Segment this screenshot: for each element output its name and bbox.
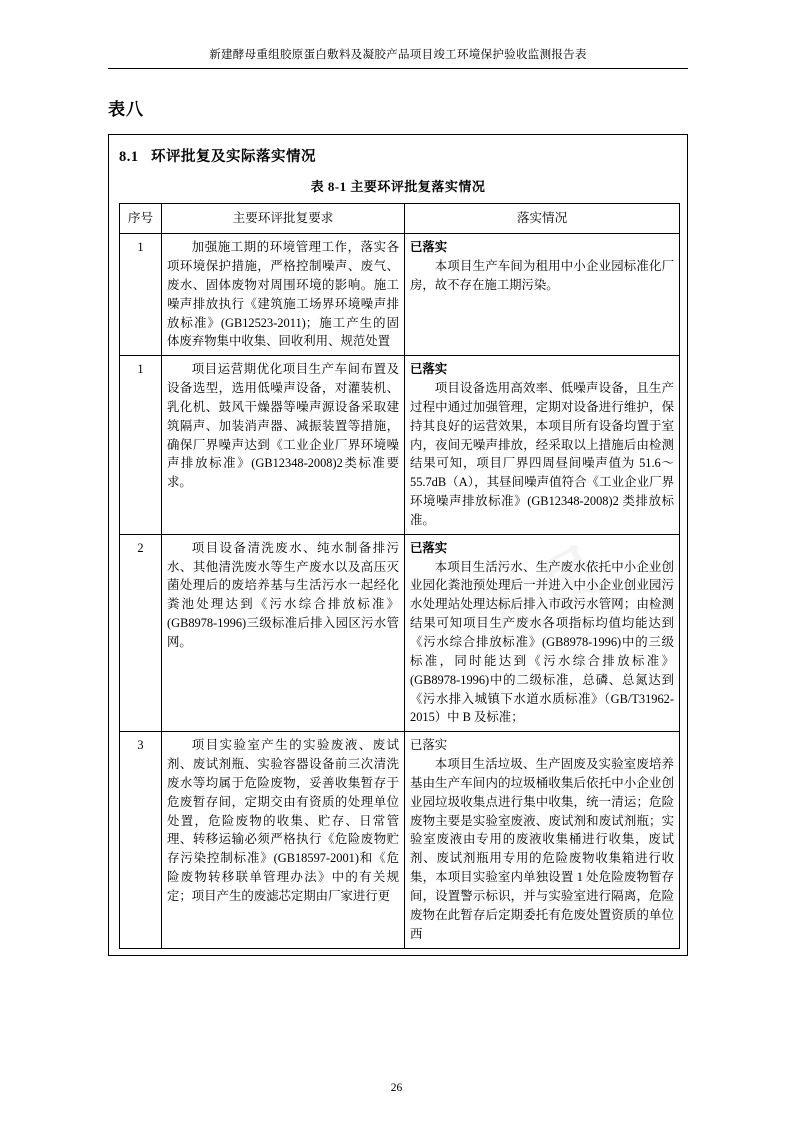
table-header-row: [120, 204, 680, 234]
row-result: [405, 356, 680, 535]
column-header-requirement: 主要环评批复要求: [162, 204, 405, 234]
table-row: [120, 356, 680, 535]
column-header-index: 序号: [120, 204, 162, 234]
result-text: 本项目生活垃圾、生产固废及实验室废培养基由生产车间内的垃圾桶收集后依托中小企业创业园垃圾收集点进行集中收集，统一清运；危险废物主要是实验室废液、废试剂和废试剂瓶；实验室废液由专用的废液收集桶进行收集，废试剂、废试剂瓶用专用的危险废物收集箱进行收集，本项目实验室内单独设置 1 处危险废物暂存间，设置警示标识，并与实验室进行隔离，危险废物在此暂存后定期委托有危废处置资质的单位西: [410, 757, 674, 941]
result-status-badge: 已落实: [410, 362, 448, 377]
row-index: 2: [120, 534, 162, 731]
column-header-result: 落实情况: [405, 204, 680, 234]
section-container: [108, 134, 688, 956]
running-header: 新建酵母重组胶原蛋白敷料及凝胶产品项目竣工环境保护验收监测报告表: [209, 49, 587, 61]
row-requirement: 加强施工期的环境管理工作，落实各项环境保护措施，严格控制噪声、废气、废水、固体废物对周围环境的影响。施工噪声排放执行《建筑施工场界环境噪声排放标准》(GB12523-2011)；施工产生的固体废弃物集中收集、回收利用、规范处置: [162, 234, 405, 356]
section-heading-text: 环评批复及实际落实情况: [151, 149, 316, 165]
row-requirement: 项目设备清洗废水、纯水制备排污水、其他清洗废水等生产废水以及高压灭菌处理后的废培养基与生活污水一起经化粪池处理达到《污水综合排放标准》(GB8978-1996)三级标准后排入园区污水管网。: [162, 534, 405, 731]
result-text: 本项目生产车间为租用中小企业园标准化厂房，故不存在施工期污染。: [410, 258, 674, 292]
page-content: [108, 46, 688, 956]
result-text: 本项目生活污水、生产废水依托中小企业创业园化粪池预处理后一并进入中小企业创业园污水处理站处理达标后排入市政污水管网；由检测结果可知项目生产废水各项指标均值均能达到《污水综合排放标准》(GB8978-1996)中的三级标准，同时能达到《污水综合排放标准》(GB8978-1996)中的二级标准，总磷、总氮达到《污水排入城镇下水道水质标准》（GB/T31962-2015）中 B 及标准；: [410, 559, 674, 725]
row-result: [405, 732, 680, 948]
row-requirement: 项目运营期优化项目生产车间布置及设备选型，选用低噪声设备，对灌装机、乳化机、鼓风干燥器等噪声源设备采取建筑隔声、加装消声器、减振装置等措施，确保厂界噪声达到《工业企业厂界环境噪声排放标准》(GB12348-2008)2类标准要求。: [162, 356, 405, 535]
page-number: 26: [390, 1082, 403, 1094]
result-status-badge: 已落实: [410, 240, 448, 255]
row-requirement: 项目实验室产生的实验废液、废试剂、废试剂瓶、实验容器设备前三次清洗废水等均属于危险废物，妥善收集暂存于危废暂存间，定期交由有资质的处理单位处置，危险废物的收集、贮存、日常管理、转移运输必须严格执行《危险废物贮存污染控制标准》(GB18597-2001)和《危险废物转移联单管理办法》中的有关规定；项目产生的废滤芯定期由厂家进行更: [162, 732, 405, 948]
result-status-badge: 已落实: [410, 738, 448, 753]
table-row: [120, 234, 680, 356]
table-caption: 表 8-1 主要环评批复落实情况: [310, 179, 486, 194]
result-status-badge: 已落实: [410, 540, 448, 555]
row-result: [405, 534, 680, 731]
table-row: [120, 732, 680, 948]
page-title: 表八: [108, 100, 144, 119]
header-divider: [108, 68, 688, 69]
row-index: 3: [120, 732, 162, 948]
section-heading: [109, 135, 687, 176]
result-text: 项目设备选用高效率、低噪声设备，且生产过程中通过加强管理，定期对设备进行维护，保持其良好的运营效果，本项目所有设备均置于室内，夜间无噪声排放，经采取以上措施后由检测结果可知，项目厂界四周昼间噪声值为 51.6～55.7dB（A），其昼间噪声值符合《工业企业厂界环境噪声排放标准》(GB12348-2008)2 类排放标准。: [410, 381, 674, 527]
requirements-table: [119, 203, 680, 949]
table-row: [120, 534, 680, 731]
row-index: 1: [120, 356, 162, 535]
row-result: [405, 234, 680, 356]
row-index: 1: [120, 234, 162, 356]
section-number: 8.1: [119, 149, 139, 165]
